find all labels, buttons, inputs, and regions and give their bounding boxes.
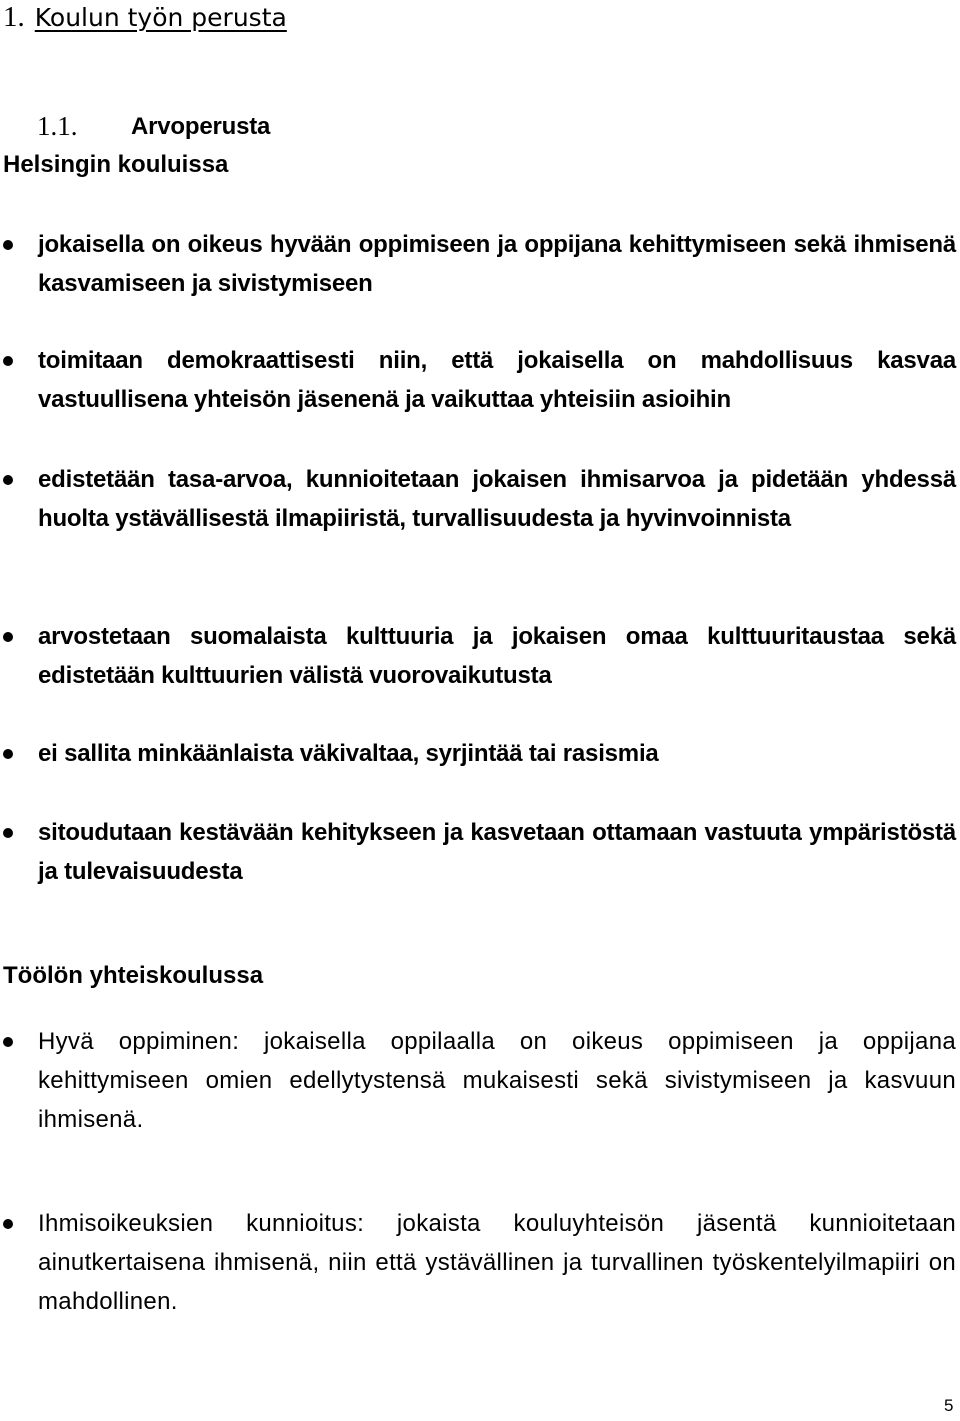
list-item-text: toimitaan demokraattisesti niin, että jokaisella on mahdollisuus kasvaa vastuullisena yhteisön jäsenenä ja vaikuttaa yhteisiin asioihin <box>38 347 956 413</box>
heading-2-title: Arvoperusta <box>131 113 271 140</box>
bullet-icon <box>3 632 13 642</box>
heading-1-number: 1. <box>3 1 25 33</box>
list-item-text: ei sallita minkäänlaista väkivaltaa, syrjintää tai rasismia <box>38 740 659 767</box>
bullet-icon <box>3 1037 13 1047</box>
bullet-icon <box>3 240 13 250</box>
heading-1 <box>3 0 287 35</box>
list-item-text: sitoudutaan kestävään kehitykseen ja kasvetaan ottamaan vastuuta ympäristöstä ja tulevaisuudesta <box>38 819 956 885</box>
bullet-icon <box>3 749 13 759</box>
list-item-text: edistetään tasa-arvoa, kunnioitetaan jokaisen ihmisarvoa ja pidetään yhdessä huolta ystävällisestä ilmapiiristä, turvallisuudesta ja hyvinvoinnista <box>38 466 956 532</box>
section-title-helsinki: Helsingin kouluissa <box>3 151 229 178</box>
page-number: 5 <box>944 1396 954 1415</box>
bullet-icon <box>3 828 13 838</box>
heading-1-title: Koulun työn perusta <box>34 3 287 32</box>
list-item-text: Ihmisoikeuksien kunnioitus: jokaista kouluyhteisön jäsentä kunnioitetaan ainutkertaisena ihmisenä, niin että ystävällinen ja turvallinen työskentelyilmapiiri on mahdollinen. <box>38 1210 956 1315</box>
list-item-text: arvostetaan suomalaista kulttuuria ja jokaisen omaa kulttuuritaustaa sekä edistetään kulttuurien välistä vuorovaikutusta <box>38 623 956 689</box>
bullet-icon <box>3 356 13 366</box>
bullet-icon <box>3 475 13 485</box>
bullet-icon <box>3 1219 13 1229</box>
list-item-text: jokaisella on oikeus hyvään oppimiseen ja oppijana kehittymiseen sekä ihmisenä kasvamiseen ja sivistymiseen <box>38 231 956 297</box>
section-title-toolo: Töölön yhteiskoulussa <box>3 962 264 989</box>
list-item-text: Hyvä oppiminen: jokaisella oppilaalla on oikeus oppimiseen ja oppijana kehittymiseen omien edellytystensä mukaisesti sekä sivistymiseen ja kasvuun ihmisenä. <box>38 1028 956 1133</box>
heading-2-number: 1.1. <box>37 111 78 141</box>
